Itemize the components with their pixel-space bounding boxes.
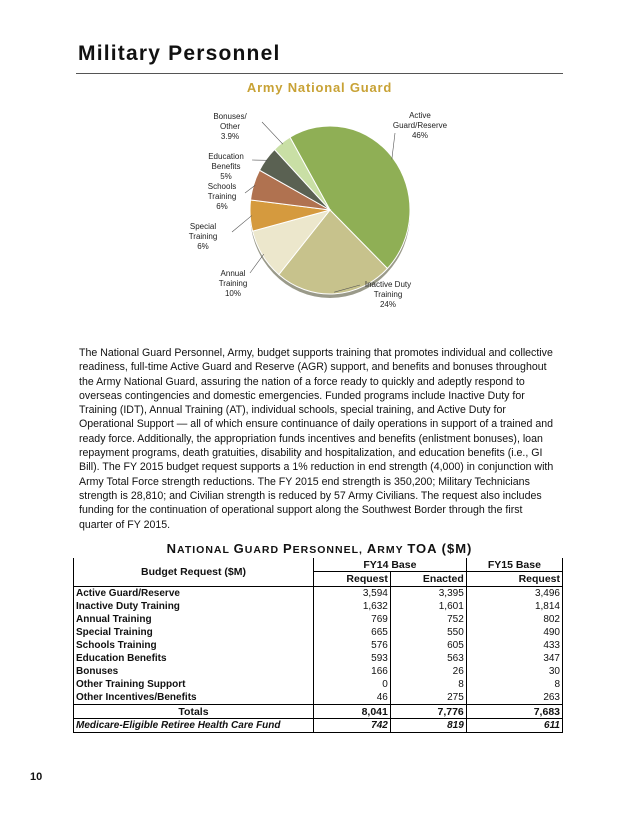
totals-fy14-request: 8,041 — [314, 705, 391, 719]
pie-slice-label: Training — [218, 279, 248, 288]
row-label: Other Incentives/Benefits — [74, 691, 314, 705]
fy14-request-value: 1,632 — [314, 600, 391, 613]
table-title-part: P — [283, 541, 293, 556]
pie-slice-label: 10% — [224, 289, 242, 298]
fy14-enacted-value: 605 — [390, 639, 466, 652]
table-title-part: N — [166, 541, 178, 556]
medicare-fy14-enacted: 819 — [390, 719, 466, 733]
totals-fy15-request: 7,683 — [466, 705, 562, 719]
pie-slice-label: Annual — [220, 269, 246, 278]
table-title-part-small: UARD — [244, 544, 283, 556]
table-title — [76, 541, 563, 556]
table-row — [74, 626, 563, 639]
table-title-part-small: RMY — [377, 544, 408, 556]
fy14-request-value: 0 — [314, 678, 391, 691]
table-row — [74, 665, 563, 678]
fy14-enacted-value: 275 — [390, 691, 466, 705]
fy14-enacted-value: 3,395 — [390, 587, 466, 601]
fy15-request-value: 802 — [466, 613, 562, 626]
row-label: Active Guard/Reserve — [74, 587, 314, 601]
fy14-request-value: 576 — [314, 639, 391, 652]
pie-leader-line — [392, 133, 395, 159]
table-row — [74, 652, 563, 665]
page-title: Military Personnel — [78, 42, 281, 65]
table-row — [74, 678, 563, 691]
toa-table — [73, 558, 563, 733]
table-title-part: G — [233, 541, 245, 556]
table-row — [74, 613, 563, 626]
pie-slice-label: Other — [219, 122, 241, 131]
pie-slice-label: Active — [409, 111, 431, 120]
pie-chart — [0, 0, 638, 340]
row-label: Other Training Support — [74, 678, 314, 691]
pie-slice-label: Special — [189, 222, 217, 231]
row-label: Annual Training — [74, 613, 314, 626]
table-row — [74, 639, 563, 652]
pie-slice-label: 6% — [216, 202, 228, 211]
fy14-enacted-value: 563 — [390, 652, 466, 665]
table-title-part-small: ERSONNEL, — [292, 544, 367, 556]
pie-slice-label: 24% — [379, 300, 397, 309]
row-label: Inactive Duty Training — [74, 600, 314, 613]
header-fy14-enacted: Enacted — [390, 572, 466, 587]
fy14-request-value: 46 — [314, 691, 391, 705]
pie-slice-label: Benefits — [211, 162, 241, 171]
pie-slice-label: Inactive Duty — [364, 280, 412, 289]
totals-fy14-enacted: 7,776 — [390, 705, 466, 719]
row-label: Bonuses — [74, 665, 314, 678]
table-row — [74, 587, 563, 601]
fy14-request-value: 593 — [314, 652, 391, 665]
medicare-fy15-request: 611 — [466, 719, 562, 733]
chart-title: Army National Guard — [246, 80, 393, 95]
pie-leader-line — [232, 216, 252, 232]
fy14-enacted-value: 8 — [390, 678, 466, 691]
pie-slice-label: Schools — [207, 182, 237, 191]
medicare-row — [74, 719, 563, 733]
pie-slice-label: 5% — [220, 172, 232, 181]
fy15-request-value: 8 — [466, 678, 562, 691]
totals-label: Totals — [74, 705, 314, 719]
table-title-part: TOA ($M) — [407, 541, 473, 556]
row-label: Special Training — [74, 626, 314, 639]
totals-row — [74, 705, 563, 719]
medicare-fy14-request: 742 — [314, 719, 391, 733]
pie-leader-line — [250, 254, 264, 273]
pie-slice-label: 3.9% — [220, 132, 240, 141]
header-fy15: FY15 Base — [466, 558, 562, 572]
pie-leader-line — [262, 122, 283, 144]
table-row — [74, 600, 563, 613]
fy14-request-value: 166 — [314, 665, 391, 678]
fy14-enacted-value: 26 — [390, 665, 466, 678]
header-fy15-request: Request — [466, 572, 562, 587]
fy15-request-value: 1,814 — [466, 600, 562, 613]
header-fy14: FY14 Base — [314, 558, 467, 572]
medicare-label: Medicare-Eligible Retiree Health Care Fund — [74, 719, 314, 733]
table-title-part-small: ATIONAL — [177, 544, 234, 556]
fy14-request-value: 769 — [314, 613, 391, 626]
header-budget-request: Budget Request ($M) — [74, 558, 314, 587]
pie-slice-label: Training — [373, 290, 403, 299]
pie-slice-label: 46% — [411, 131, 429, 140]
table-title-part: A — [366, 541, 378, 556]
fy15-request-value: 347 — [466, 652, 562, 665]
table-row — [74, 691, 563, 705]
pie-slice-label: Education — [208, 152, 244, 161]
body-paragraph: The National Guard Personnel, Army, budget supports training that promotes individual and collective readiness, full-time Active Guard and Reserve (AGR) support, and benefits and bonuses throughout the Army National Guard, assuring the nation of a force ready to quickly and adeptly respond to overseas contingencies and domestic emergencies. Funded programs include Inactive Duty for Training (IDT), Annual Training (AT), individual schools, special training, and Active Duty for Operational Support — all of which ensure continuance of daily operations in support of a trained and ready force. Additionally, the appropriation funds incentives and benefits (enlistment bonuses), loan repayment programs, death gratuities, disability and hospitalization, and education benefits (i.e., GI Bill). The FY 2015 budget request supports a 1% reduction in end strength (4,000) in conjunction with Army Total Force strength reductions. The FY 2015 end strength is 350,200; Military Technicians strength is 28,810; and Civilian strength is reduced by 57 Army Civilians. The request also includes funding for the continuation of operational support along the Southwest Border through the first quarter of FY 2015. — [79, 347, 554, 531]
fy14-request-value: 665 — [314, 626, 391, 639]
row-label: Schools Training — [74, 639, 314, 652]
pie-slice-label: Guard/Reserve — [392, 121, 448, 130]
pie-slice-label: Bonuses/ — [213, 112, 247, 121]
pie-slice-label: Training — [207, 192, 237, 201]
fy14-enacted-value: 1,601 — [390, 600, 466, 613]
fy14-request-value: 3,594 — [314, 587, 391, 601]
fy14-enacted-value: 752 — [390, 613, 466, 626]
fy15-request-value: 263 — [466, 691, 562, 705]
pie-slice-label: 6% — [197, 242, 209, 251]
fy15-request-value: 30 — [466, 665, 562, 678]
page-number: 10 — [30, 771, 43, 783]
row-label: Education Benefits — [74, 652, 314, 665]
fy15-request-value: 3,496 — [466, 587, 562, 601]
header-fy14-request: Request — [314, 572, 391, 587]
fy15-request-value: 433 — [466, 639, 562, 652]
fy15-request-value: 490 — [466, 626, 562, 639]
fy14-enacted-value: 550 — [390, 626, 466, 639]
pie-slice-label: Training — [188, 232, 218, 241]
